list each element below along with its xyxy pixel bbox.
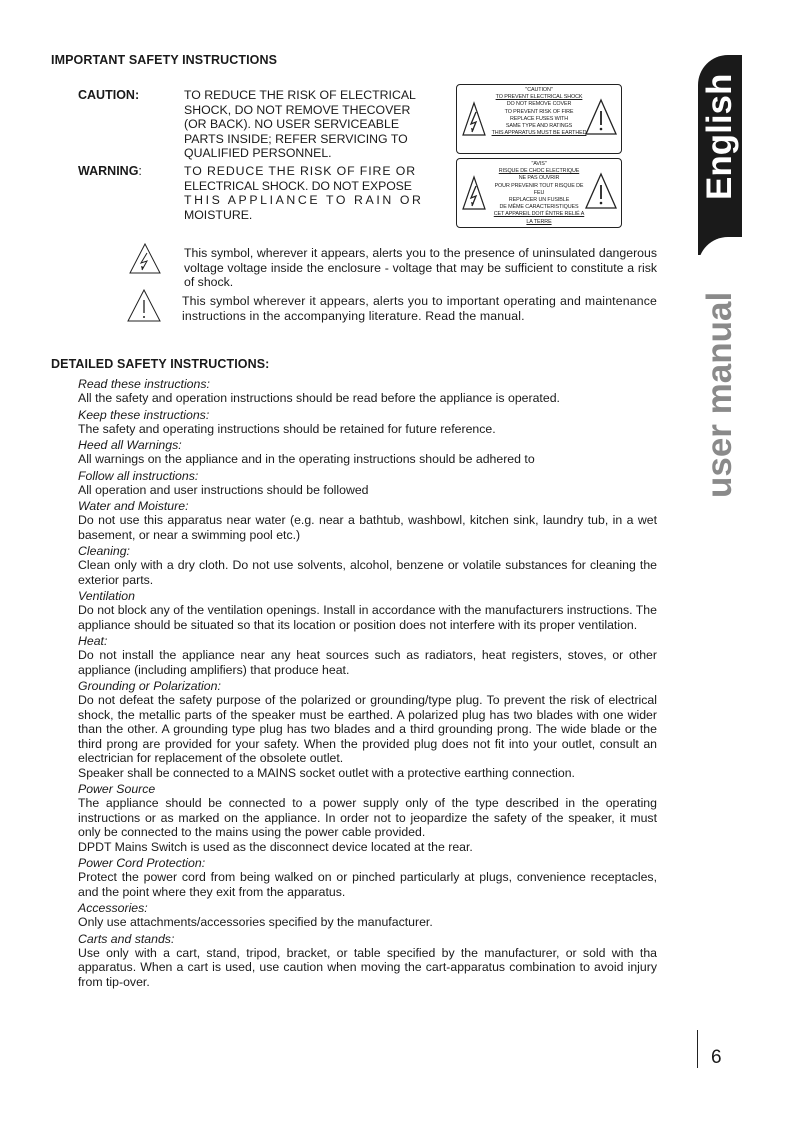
warning-line: ELECTRICAL SHOCK. DO NOT EXPOSE <box>184 178 412 193</box>
warning-label: WARNING: <box>78 164 142 178</box>
exclamation-symbol-text: This symbol wherever it appears, alerts you to important operating and maintenance instructions in the accompanying literature. Read the manual. <box>182 294 657 323</box>
avis-box-text <box>491 161 587 226</box>
exclamation-symbol-icon <box>126 288 162 324</box>
box-line: "AVIS" <box>531 161 547 167</box>
list-item <box>78 634 657 677</box>
box-line: TO PREVENT ELECTRICAL SHOCK <box>495 94 583 101</box>
lightning-warning-icon <box>461 101 487 137</box>
item-title: Heat: <box>78 634 108 648</box>
list-item <box>78 589 657 632</box>
page-number-divider <box>697 1030 698 1068</box>
list-item <box>78 499 657 542</box>
warning-line: TO REDUCE THE RISK OF FIRE OR <box>184 164 416 178</box>
box-line: DE MÊME CARACTERISTIQUES <box>499 204 579 211</box>
item-title: Follow all instructions: <box>78 468 199 483</box>
item-body: Only use attachments/accessories specified by the manufacturer. <box>78 915 433 929</box>
caution-box-text <box>491 87 587 137</box>
avis-label-box <box>456 158 622 228</box>
list-item <box>78 408 657 437</box>
list-item <box>78 438 657 467</box>
list-item <box>78 856 657 899</box>
item-body: DPDT Mains Switch is used as the disconnect device located at the rear. <box>78 839 473 854</box>
lightning-warning-icon <box>461 175 487 211</box>
item-title: Keep these instructions: <box>78 407 210 422</box>
exclamation-warning-icon <box>584 97 618 137</box>
item-body: Protect the power cord from being walked on or pinched particularly at plugs, convenience receptacles, and the point where they exit from the apparatus. <box>78 870 657 899</box>
item-body: All the safety and operation instructions should be read before the appliance is operated. <box>78 391 560 405</box>
list-item <box>78 679 657 780</box>
item-body: All operation and user instructions should be followed <box>78 482 369 497</box>
box-line: NE PAS OUVRIR <box>518 175 560 182</box>
caution-label: CAUTION: <box>78 88 140 102</box>
item-title: Cleaning: <box>78 544 130 558</box>
list-item <box>78 469 657 498</box>
item-body: The appliance should be connected to a power supply only of the type described in the operating instructions or as marked on the appliance. In order not to jeopardize the safety of the speaker, it must only be connected to the mains using the power cable provided. <box>78 796 657 839</box>
item-body: The safety and operating instructions should be retained for future reference. <box>78 421 496 436</box>
lightning-symbol-text: This symbol, wherever it appears, alerts you to the presence of uninsulated dangerous voltage voltage inside the enclosure - voltage that may be sufficient to constitute a risk of shock. <box>184 246 657 289</box>
item-title: Accessories: <box>78 901 148 915</box>
caution-text <box>184 88 423 161</box>
item-body: All warnings on the appliance and in the operating instructions should be adhered to <box>78 452 535 466</box>
language-label: English <box>700 73 739 200</box>
box-line: REPLACER UN FUSIBLE <box>508 197 570 204</box>
item-title: Heed all Warnings: <box>78 438 182 452</box>
lightning-symbol-icon <box>128 242 162 276</box>
box-line: CET APPAREIL DOIT ÊNTRE RELIÉ A LA TERRE <box>493 211 585 225</box>
exclamation-warning-icon <box>584 171 618 211</box>
item-body: Do not install the appliance near any heat sources such as radiators, heat registers, stoves, or other appliance (including amplifiers) that produce heat. <box>78 648 657 677</box>
caution-label-box <box>456 84 622 154</box>
item-body: Speaker shall be connected to a MAINS socket outlet with a protective earthing connection. <box>78 765 575 780</box>
box-line: TO PREVENT RISK OF FIRE <box>504 108 574 115</box>
caution-line: SHOCK, DO NOT REMOVE THECOVER <box>184 102 411 117</box>
item-title: Ventilation <box>78 589 135 603</box>
list-item <box>78 932 657 990</box>
caution-line: TO REDUCE THE RISK OF ELECTRICAL <box>184 88 416 102</box>
box-line: DO NOT REMOVE COVER <box>506 101 572 108</box>
warning-text <box>184 164 425 222</box>
list-item <box>78 544 657 587</box>
item-title: Carts and stands: <box>78 931 175 946</box>
item-title: Water and Moisture: <box>78 499 189 513</box>
list-item <box>78 782 657 854</box>
instructions-list <box>78 375 657 989</box>
item-body: Use only with a cart, stand, tripod, bracket, or table specified by the manufacturer, or sold with tha apparatus. When a cart is used, use caution when moving the cart-apparatus combination to avoid injury from tip-over. <box>78 945 657 989</box>
item-body: Do not block any of the ventilation openings. Install in accordance with the manufacturers instructions. The appliance should be situated so that its location or position does not interfere with its proper ventilation. <box>78 603 657 632</box>
box-line: SAME TYPE AND RATINGS <box>505 123 573 130</box>
item-title: Read these instructions: <box>78 377 210 391</box>
box-line: "CAUTION" <box>525 87 553 93</box>
box-line: RISQUE DE CHOC ELECTRIQUE <box>498 168 580 175</box>
box-line: THIS APPARATUS MUST BE EARTHED <box>491 130 587 137</box>
item-title: Power Cord Protection: <box>78 856 206 870</box>
item-title: Power Source <box>78 782 156 796</box>
page-number: 6 <box>711 1047 722 1068</box>
list-item <box>78 901 657 930</box>
caution-line: PARTS INSIDE; REFER SERVICING TO <box>184 131 408 146</box>
item-body: Do not use this apparatus near water (e.g. near a bathtub, washbowl, kitchen sink, laundry tub, in a wet basement, or near a swimming pool etc.) <box>78 513 657 542</box>
manual-subtitle: user manual <box>700 291 739 498</box>
warning-line: MOISTURE. <box>184 207 253 222</box>
caution-line: (OR BACK). NO USER SERVICEABLE <box>184 117 400 131</box>
item-body: Do not defeat the safety purpose of the polarized or grounding/type plug. To prevent the risk of electrical shock, the metallic parts of the speaker must be earthed. A polarized plug has two blades with one wider than the other. A grounding type plug has two blades and a third grounding prong. The wide blade or the third prong are provided for your safety. When the provided plug does not fit into your outlet, consult an electrician for replacement of the obsolete outlet. <box>78 693 657 765</box>
warning-line: THIS APPLIANCE TO RAIN OR <box>184 193 424 207</box>
caution-line: QUALIFIED PERSONNEL. <box>184 146 332 160</box>
list-item <box>78 377 657 406</box>
detailed-heading: DETAILED SAFETY INSTRUCTIONS: <box>51 357 270 371</box>
item-body: Clean only with a dry cloth. Do not use solvents, alcohol, benzene or volatile substances for cleaning the exterior parts. <box>78 558 657 587</box>
item-title: Grounding or Polarization: <box>78 679 221 693</box>
box-line: REPLACE FUSES WITH <box>509 115 569 122</box>
page-title: IMPORTANT SAFETY INSTRUCTIONS <box>51 53 278 67</box>
box-line: POUR PREVENIR TOUT RISQUE DE FEU <box>494 182 584 196</box>
